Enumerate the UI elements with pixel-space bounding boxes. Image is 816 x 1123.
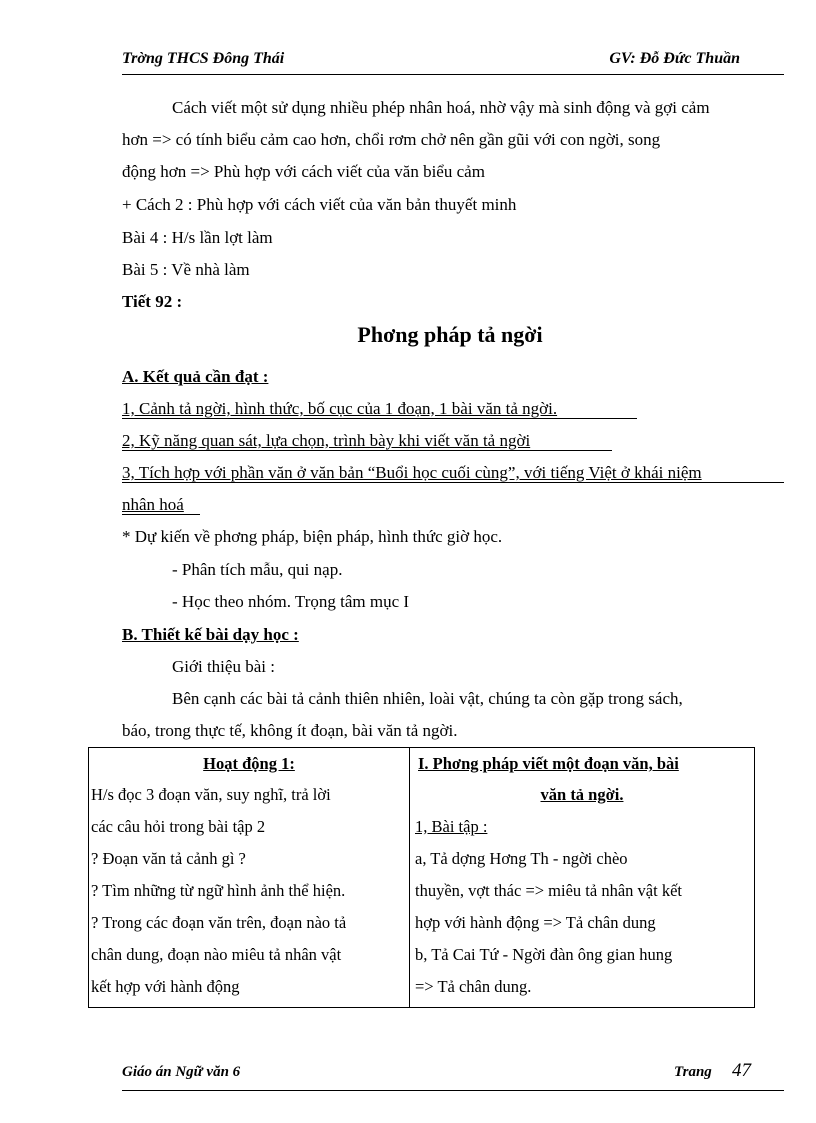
footer-title: Giáo án Ngữ văn 6 [122,1064,241,1080]
activity-line: chân dung, đoạn nào miêu tả nhân vật [91,945,342,964]
paragraph-line: động hơn => Phù hợp với cách viết của văn biểu cảm [122,162,485,181]
activity-heading: Hoạt động 1: [203,754,295,773]
lesson-table [88,747,755,1008]
plan-text: * Dự kiến về phơng pháp, biện pháp, hình thức giờ học. [122,527,503,546]
underline-rule [122,418,637,419]
paragraph-line: hơn => có tính biểu cảm cao hơn, chổi rơm chở nên gần gũi với con ngời, song [122,130,661,149]
content-heading: I. Phơng pháp viết một đoạn văn, bài [418,754,679,773]
lesson-number: Tiết 92 : [122,292,183,311]
paragraph-line: + Cách 2 : Phù hợp với cách viết của văn bản thuyết minh [122,195,517,214]
content-heading: văn tả ngời. [540,785,624,804]
activity-line: các câu hỏi trong bài tập 2 [91,817,266,836]
activity-line: ? Tìm những từ ngữ hình ảnh thể hiện. [91,881,346,900]
goal-item: 2, Kỹ năng quan sát, lựa chọn, trình bày khi viết văn tả ngời [122,431,531,450]
content-column [410,748,755,1008]
intro-text: báo, trong thực tế, không ít đoạn, bài văn tả ngời. [122,721,458,740]
activity-line: ? Trong các đoạn văn trên, đoạn nào tả [91,913,347,932]
page-footer [122,1060,784,1091]
plan-item: - Học theo nhóm. Trọng tâm mục I [172,592,410,611]
section-a-heading: A. Kết quả cần đạt : [122,367,269,386]
activity-line: kết hợp với hành động [91,977,240,996]
page-title: Phơng pháp tả ngời [357,322,543,347]
section-b-heading: B. Thiết kế bài dạy học : [122,625,299,644]
goal-item: 1, Cảnh tả ngời, hình thức, bố cục của 1 đoạn, 1 bài văn tả ngời. [122,399,558,418]
content-line: b, Tả Cai Tứ - Ngời đàn ông gian hung [415,945,673,964]
content-line: thuyền, vợt thác => miêu tả nhân vật kết [415,881,682,900]
underline-rule [122,482,784,483]
footer-page-label: Trang [674,1064,712,1080]
content-line: => Tả chân dung. [415,977,532,996]
header-school: Trờng THCS Đông Thái [122,50,285,67]
underline-rule [122,514,200,515]
paragraph-line: Cách viết một sử dụng nhiều phép nhân hoá, nhờ vậy mà sinh động và gợi cảm [172,98,710,117]
activity-line: H/s đọc 3 đoạn văn, suy nghĩ, trả lời [91,785,331,804]
intro-label: Giới thiệu bài : [172,657,275,676]
paragraph-line: Bài 5 : Về nhà làm [122,260,250,279]
goal-item: 3, Tích hợp với phần văn ở văn bản “Buổi học cuối cùng”, với tiếng Việt ở khái niệm [122,463,702,482]
intro-text: Bên cạnh các bài tả cảnh thiên nhiên, loài vật, chúng ta còn gặp trong sách, [172,689,683,708]
underline-rule [122,450,612,451]
plan-item: - Phân tích mẫu, qui nạp. [172,560,343,579]
page-header [122,44,784,75]
content-line: a, Tả dợng Hơng Th - ngời chèo [415,849,628,868]
activity-line: ? Đoạn văn tả cảnh gì ? [91,849,246,868]
activity-column [89,748,410,1008]
content-subheading: 1, Bài tập : [415,817,488,836]
header-teacher: GV: Đỗ Đức Thuần [609,50,740,67]
goal-item: nhân hoá [122,495,184,514]
page-number: 47 [732,1060,751,1081]
content-line: hợp với hành động => Tả chân dung [415,913,656,932]
paragraph-line: Bài 4 : H/s lần lợt làm [122,228,273,247]
